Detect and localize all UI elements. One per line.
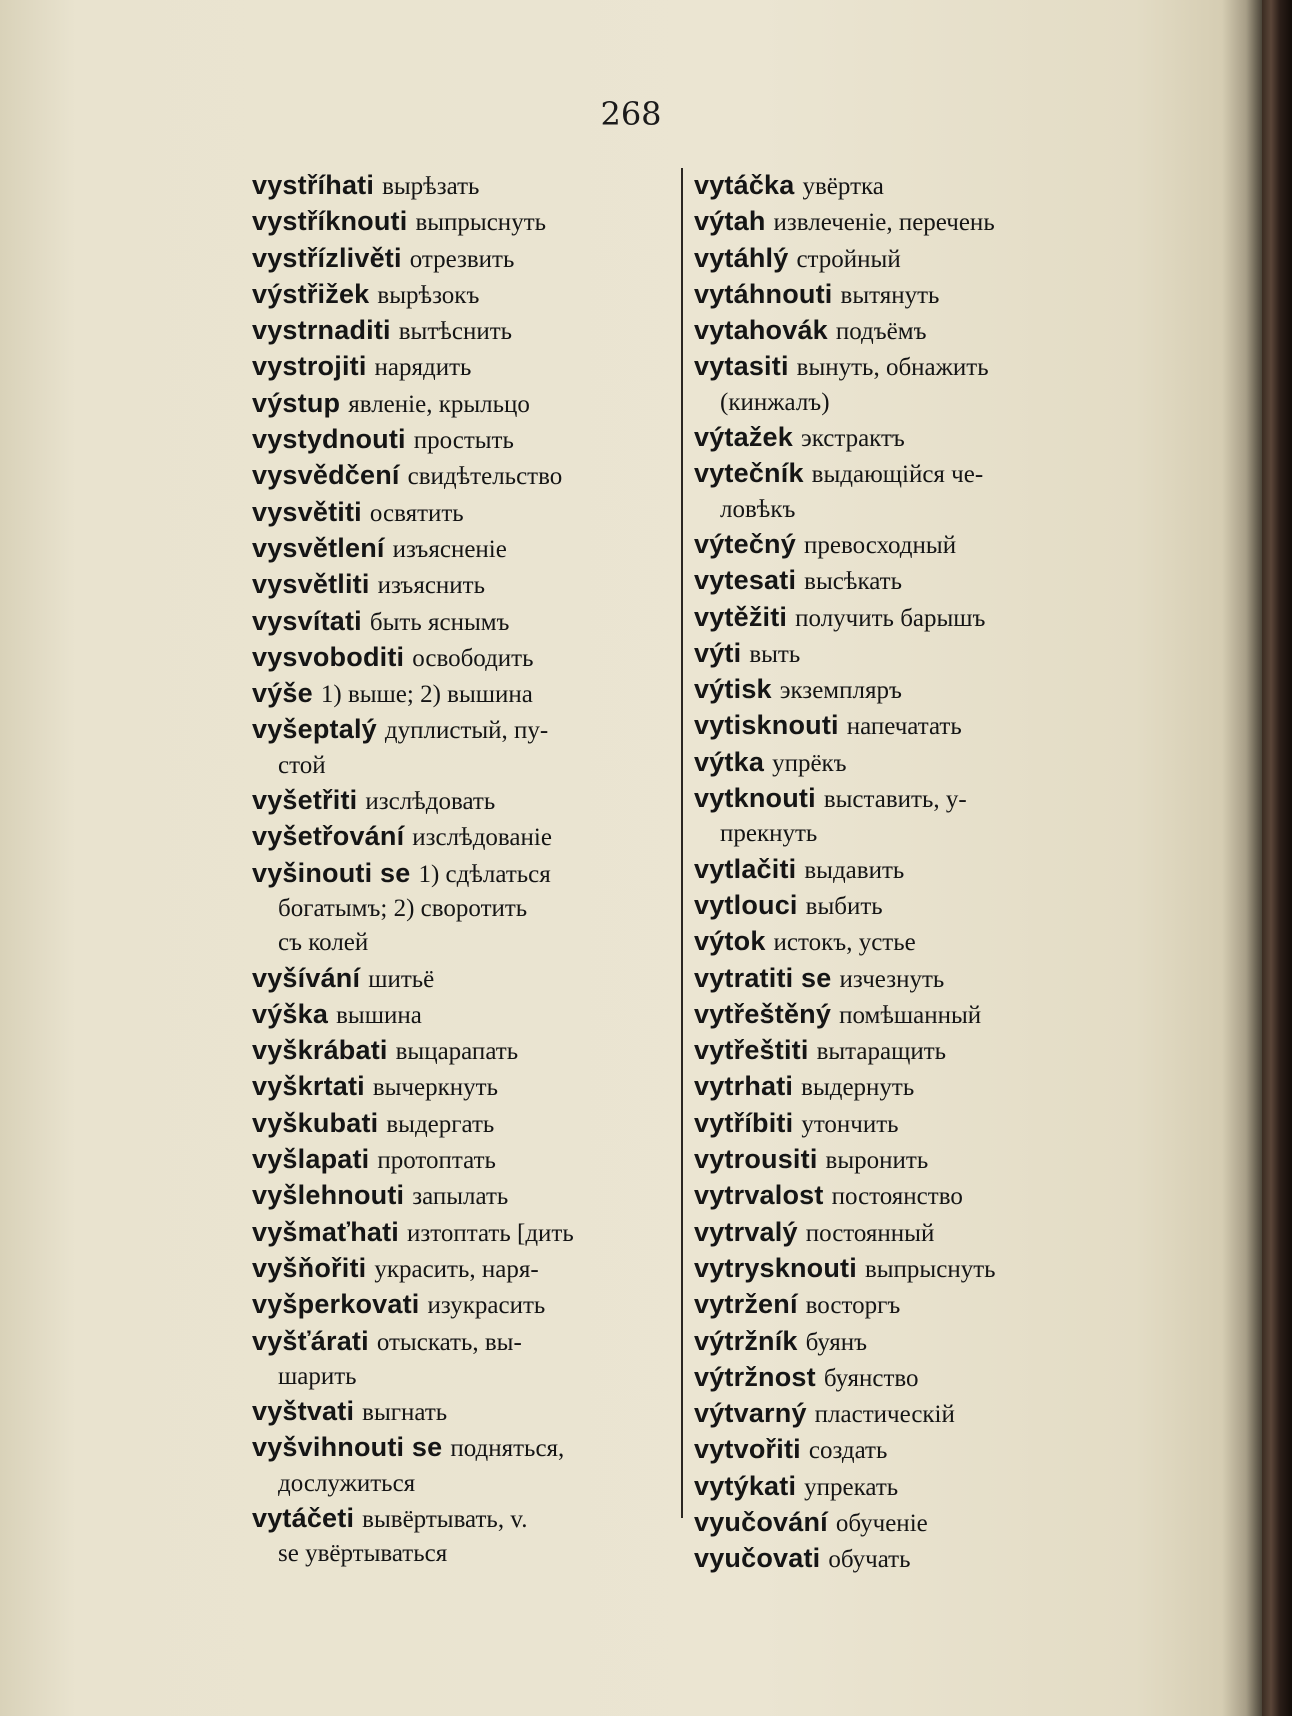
page-edge-shadow [1222, 0, 1262, 1716]
entry-translation: выдергать [386, 1110, 495, 1138]
dictionary-entry [694, 313, 1124, 349]
entry-headword: vysvětiti [252, 496, 362, 527]
entry-translation: изчезнуть [839, 965, 945, 993]
entry-continuation: se увёртываться [278, 1540, 448, 1568]
entry-translation: вывёртывать, v. [362, 1505, 528, 1533]
entry-translation: освятить [369, 499, 464, 527]
entry-headword: vyškrábati [252, 1035, 388, 1066]
dictionary-entry [694, 1287, 1124, 1323]
entry-translation: вышина [336, 1001, 422, 1029]
entry-headword: vytříbiti [694, 1107, 794, 1138]
entry-translation: выть [749, 640, 801, 668]
entry-translation: простыть [413, 427, 514, 455]
entry-translation: изъясненіе [392, 535, 507, 563]
entry-headword: vytrvalý [694, 1216, 798, 1247]
entry-translation: постоянный [805, 1219, 935, 1247]
entry-translation: украсить, наря- [374, 1255, 539, 1283]
entry-headword: vyšetřiti [252, 785, 358, 816]
dictionary-entry [694, 1215, 1124, 1251]
dictionary-entry [252, 241, 672, 277]
entry-translation: пластическій [814, 1401, 955, 1429]
dictionary-entry [252, 458, 672, 494]
dictionary-entry [694, 1033, 1124, 1069]
entry-translation: подъёмъ [835, 318, 927, 346]
entry-headword: vyučování [694, 1506, 828, 1537]
entry-headword: výtisk [694, 674, 772, 705]
entry-continuation: дослужиться [278, 1469, 416, 1497]
entry-headword: vyšperkovati [252, 1289, 420, 1320]
dictionary-entry [694, 1505, 1124, 1541]
dictionary-entry [694, 563, 1124, 599]
entry-headword: výstup [252, 387, 341, 418]
dictionary-entry [252, 712, 672, 748]
dictionary-entry [694, 168, 1124, 204]
dictionary-entry [252, 422, 672, 458]
entry-translation: экстрактъ [800, 425, 905, 453]
entry-translation: выбить [805, 892, 883, 920]
entry-translation: вычеркнуть [372, 1074, 498, 1102]
column-divider [681, 168, 683, 1518]
entry-headword: vyšňořiti [252, 1252, 367, 1283]
entry-headword: vysvítati [252, 605, 362, 636]
entry-headword: vyšívání [252, 962, 361, 993]
dictionary-entry [694, 1106, 1124, 1142]
entry-headword: vysvědčení [252, 460, 400, 491]
entry-headword: vytýkati [694, 1470, 797, 1501]
entry-headword: vytesati [694, 565, 797, 596]
entry-translation: вытаращить [816, 1038, 947, 1066]
entry-headword: vytáčka [694, 170, 795, 200]
dictionary-entry [252, 277, 672, 313]
dictionary-entry [694, 1469, 1124, 1505]
dictionary-entry [694, 745, 1124, 781]
entry-headword: vystříknouti [252, 206, 408, 237]
entry-translation: выронить [825, 1147, 929, 1175]
dictionary-entry [252, 567, 672, 603]
dictionary-entry [252, 1178, 672, 1214]
entry-headword: výtržnost [694, 1361, 816, 1392]
dictionary-entry [252, 1106, 672, 1142]
dictionary-entry [252, 1324, 672, 1360]
entry-headword: výtka [694, 746, 765, 777]
dictionary-entry [252, 1394, 672, 1430]
entry-translation: вытянуть [840, 281, 940, 309]
left-column [252, 168, 672, 1572]
entry-headword: výše [252, 678, 313, 709]
dictionary-entry [252, 1251, 672, 1287]
entry-headword: vytáhnouti [694, 278, 833, 309]
dictionary-entry [252, 1215, 672, 1251]
dictionary-entry [252, 604, 672, 640]
dictionary-entry [252, 1287, 672, 1323]
entry-translation: быть яснымъ [369, 608, 510, 636]
dictionary-entry [694, 241, 1124, 277]
entry-translation: вырѣзокъ [377, 281, 480, 309]
dictionary-entry [252, 961, 672, 997]
entry-headword: výtok [694, 926, 766, 957]
entry-headword: vytáčeti [252, 1502, 355, 1533]
entry-headword: vytasiti [694, 351, 789, 382]
dictionary-entry [252, 676, 672, 712]
entry-translation: выставить, у- [823, 786, 967, 814]
entry-headword: výstřižek [252, 278, 370, 309]
dictionary-entry [252, 856, 672, 892]
entry-translation: выпрыснуть [864, 1255, 996, 1283]
entry-headword: vytknouti [694, 783, 816, 814]
entry-headword: výtvarný [694, 1398, 807, 1429]
entry-translation: освободить [412, 644, 534, 672]
entry-headword: vyšmaťhati [252, 1216, 400, 1247]
entry-continuation: шарить [278, 1362, 357, 1390]
entry-translation: изтоптать [дить [407, 1219, 574, 1247]
entry-headword: vyšinouti se [252, 857, 411, 888]
dictionary-entry [694, 1541, 1124, 1577]
entry-translation: нарядить [374, 354, 472, 382]
dictionary-entry [694, 924, 1124, 960]
entry-translation: явленіе, крыльцо [348, 390, 530, 418]
entry-headword: vytáhlý [694, 242, 789, 273]
entry-headword: vystřízlivěti [252, 242, 402, 273]
dictionary-entry [252, 1430, 672, 1466]
entry-translation: обученіе [835, 1509, 928, 1537]
entry-headword: vytečník [694, 458, 804, 489]
dictionary-entry [252, 531, 672, 567]
entry-translation: свидѣтельство [407, 463, 563, 491]
entry-translation: вынуть, обнажить [796, 354, 989, 382]
dictionary-entry [694, 456, 1124, 492]
dictionary-entry [252, 997, 672, 1033]
entry-headword: vytrousiti [694, 1144, 818, 1175]
entry-headword: vyšvihnouti se [252, 1432, 443, 1463]
entry-headword: výtah [694, 206, 766, 237]
entry-translation: 1) выше; 2) вышина [320, 681, 533, 709]
entry-translation: изслѣдованіе [412, 824, 552, 852]
entry-headword: vyšetřování [252, 821, 405, 852]
dictionary-entry [252, 819, 672, 855]
entry-headword: vysvětliti [252, 569, 370, 600]
entry-translation: подняться, [450, 1435, 565, 1463]
entry-translation: выпрыснуть [415, 209, 547, 237]
book-spine-edge [1262, 0, 1292, 1716]
dictionary-entry [694, 636, 1124, 672]
dictionary-entry [694, 420, 1124, 456]
entry-headword: vytvořiti [694, 1434, 801, 1465]
entry-headword: vytřeštěný [694, 998, 832, 1029]
entry-headword: vytlačiti [694, 853, 797, 884]
entry-headword: vytrhati [694, 1071, 794, 1102]
entry-continuation: прекнуть [720, 820, 818, 848]
page-number: 268 [600, 95, 662, 133]
dictionary-entry [694, 852, 1124, 888]
entry-headword: výtečný [694, 528, 796, 559]
dictionary-entry [252, 1033, 672, 1069]
dictionary-entry [252, 1142, 672, 1178]
entry-translation: отрезвить [409, 245, 515, 273]
entry-translation: создать [808, 1437, 888, 1465]
dictionary-entry [252, 1501, 672, 1537]
entry-translation: превосходный [803, 531, 957, 559]
dictionary-entry [252, 640, 672, 676]
entry-translation: упрёкъ [772, 749, 847, 777]
dictionary-entry [694, 1360, 1124, 1396]
dictionary-entry [694, 672, 1124, 708]
entry-headword: výti [694, 637, 742, 668]
entry-headword: vyštvati [252, 1396, 355, 1427]
dictionary-entry [252, 495, 672, 531]
entry-translation: упрекать [804, 1473, 899, 1501]
entry-translation: получить барышъ [795, 604, 986, 632]
entry-headword: vyškrtati [252, 1071, 365, 1102]
entry-translation: 1) сдѣлаться [418, 860, 551, 888]
dictionary-entry [694, 600, 1124, 636]
entry-translation: выдающійся че- [811, 461, 984, 489]
entry-translation: увёртка [802, 173, 884, 200]
dictionary-entry [694, 961, 1124, 997]
entry-translation: изукрасить [427, 1292, 546, 1320]
dictionary-entry [252, 783, 672, 819]
entry-headword: vyšlehnouti [252, 1180, 405, 1211]
dictionary-entry [694, 1324, 1124, 1360]
dictionary-entry [694, 277, 1124, 313]
entry-translation: утончить [801, 1110, 899, 1138]
dictionary-entry [694, 781, 1124, 817]
entry-translation: буянство [823, 1364, 919, 1392]
dictionary-entry [252, 168, 672, 204]
entry-translation: экземпляръ [779, 677, 902, 705]
entry-translation: выдавить [804, 856, 905, 884]
entry-headword: vystrojiti [252, 351, 367, 382]
entry-translation: помѣшанный [839, 1001, 982, 1029]
entry-continuation: (кинжалъ) [720, 388, 830, 416]
entry-headword: vytěžiti [694, 601, 788, 632]
dictionary-entry [252, 349, 672, 385]
dictionary-entry [694, 1251, 1124, 1287]
entry-translation: выцарапать [395, 1038, 519, 1066]
dictionary-entry [252, 386, 672, 422]
dictionary-entry [252, 313, 672, 349]
entry-translation: восторгъ [805, 1292, 901, 1320]
entry-headword: vyšťárati [252, 1325, 369, 1356]
entry-translation: отыскать, вы- [376, 1328, 522, 1356]
entry-headword: vysvoboditi [252, 641, 405, 672]
entry-translation: выдернуть [801, 1074, 915, 1102]
dictionary-entry [694, 204, 1124, 240]
entry-translation: выгнать [362, 1399, 448, 1427]
entry-headword: vytrvalost [694, 1180, 824, 1211]
entry-translation: буянъ [805, 1328, 868, 1356]
dictionary-entry [252, 204, 672, 240]
entry-translation: протоптать [377, 1147, 496, 1175]
dictionary-entry [694, 1069, 1124, 1105]
entry-headword: vytratiti se [694, 962, 832, 993]
entry-translation: постоянство [831, 1183, 963, 1211]
entry-headword: vyšeptalý [252, 714, 377, 745]
entry-headword: vytržení [694, 1289, 798, 1320]
entry-headword: vyšlapati [252, 1144, 370, 1175]
entry-translation: стройный [796, 245, 901, 273]
right-column [694, 168, 1124, 1578]
entry-headword: vytrysknouti [694, 1252, 857, 1283]
entry-translation: шитьё [368, 965, 435, 993]
dictionary-entry [694, 1432, 1124, 1468]
dictionary-entry [694, 708, 1124, 744]
entry-headword: vyškubati [252, 1107, 379, 1138]
dictionary-entry [252, 1069, 672, 1105]
entry-headword: vysvětlení [252, 532, 385, 563]
entry-headword: vystydnouti [252, 424, 406, 455]
entry-translation: истокъ, устье [773, 929, 916, 957]
dictionary-entry [694, 997, 1124, 1033]
entry-headword: vytisknouti [694, 710, 839, 741]
entry-headword: vystříhati [252, 170, 375, 200]
dictionary-entry [694, 349, 1124, 385]
entry-headword: vytlouci [694, 889, 798, 920]
dictionary-entry [694, 1142, 1124, 1178]
entry-translation: напечатать [846, 713, 962, 741]
dictionary-entry [694, 888, 1124, 924]
entry-headword: vystrnaditi [252, 315, 391, 346]
entry-translation: изъяснить [377, 572, 486, 600]
entry-translation: обучать [828, 1546, 911, 1574]
dictionary-entry [694, 527, 1124, 563]
dictionary-entry [694, 1396, 1124, 1432]
entry-translation: вытѣснить [398, 318, 513, 346]
dictionary-entry [694, 1178, 1124, 1214]
entry-translation: вырѣзать [382, 173, 480, 200]
entry-continuation: съ колей [278, 929, 369, 957]
entry-translation: высѣкать [804, 568, 902, 596]
entry-headword: výška [252, 998, 329, 1029]
entry-translation: запылать [412, 1183, 509, 1211]
entry-translation: изслѣдовать [365, 788, 496, 816]
entry-headword: vytřeštiti [694, 1035, 809, 1066]
entry-headword: vytahovák [694, 315, 828, 346]
entry-translation: извлеченіе, перечень [773, 209, 995, 237]
entry-continuation: богатымъ; 2) своротить [278, 894, 528, 922]
entry-continuation: ловѣкъ [720, 495, 796, 523]
entry-continuation: стой [278, 751, 326, 779]
entry-headword: výtažek [694, 422, 793, 453]
entry-headword: vyučovati [694, 1543, 821, 1574]
entry-translation: дуплистый, пу- [384, 717, 549, 745]
entry-headword: výtržník [694, 1325, 798, 1356]
